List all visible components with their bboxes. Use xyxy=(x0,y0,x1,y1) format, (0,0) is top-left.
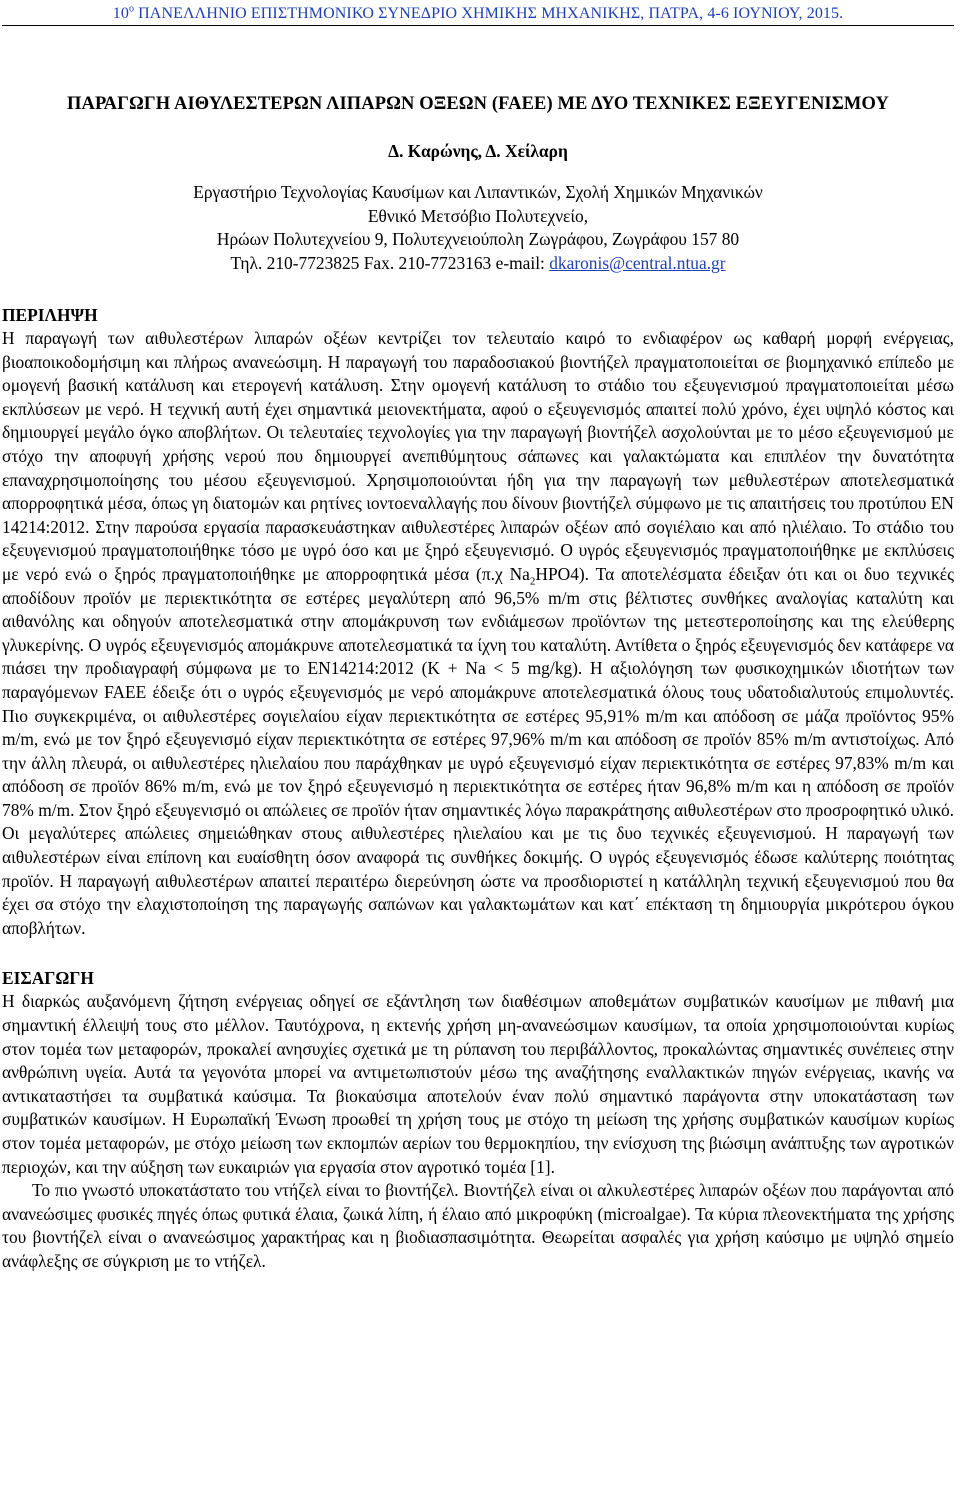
abstract-text-part2: HPO4). Τα αποτελέσματα έδειξαν ότι και οι δυο τεχνικές αποδίδουν προϊόν με περιεκτικότητα σε εστέρες μεγαλύτερη από 96,5% m/m στις βέλτιστες συνθήκες αναλογίας καταλύτη και αιθανόλης και οδηγούν αποτελεσματικά στην απομάκρυνση των ενδιάμεσων προϊόντων της μετεστεροποίησης και της ελεύθερης γλυκερίνης. Ο υγρός εξευγενισμός απομάκρυνε αποτελεσματικά τα ίχνη του καταλύτη. Αντίθετα ο ξηρός εξευγενισμός δεν κατάφερε να πιάσει την προδιαγραφή σύμφωνα με το EN14214:2012 (K + Na < 5 mg/kg). Η αξιολόγηση των φυσικοχημικών ιδιοτήτων των παραγόμενων FAEE έδειξε ότι ο υγρός εξευγενισμός με νερό απομάκρυνε αποτελεσματικά όλους τους υδατοδιαλυτούς επιμολυντές. Πιο συγκεκριμένα, οι αιθυλεστέρες σογιελαίου είχαν περιεκτικότητα σε εστέρες 95,91% m/m και απόδοση σε μάζα προϊόντος 95% m/m, ενώ με τον ξηρό εξευγενισμό είχαν περιεκτικότητα σε εστέρες 97,96% m/m και απόδοση σε προϊόν 85% m/m αντιστοίχως. Από την άλλη πλευρά, οι αιθυλεστέρες ηλιελαίου που παράχθηκαν με υγρό εξευγενισμό είχαν περιεκτικότητα σε εστέρες 97,83% m/m και απόδοση σε προϊόν 86% m/m, ενώ με τον ξηρό εξευγενισμό η περιεκτικότητα σε εστέρες ήταν 96,8% m/m και η απόδοση σε προϊόν 78% m/m. Στον ξηρό εξευγενισμό οι απώλειες σε προϊόν ήταν σημαντικές λόγω παρακράτησης αιθυλεστέρων στο προσροφητικό υλικό. Οι μεγαλύτερες απώλειες σημειώθηκαν στους αιθυλεστέρες ηλιελαίου και με τις δυο τεχνικές εξευγενισμού. Η παραγωγή των αιθυλεστέρων είναι επίπονη και ευαίσθητη όσον αναφορά τις συνθήκες δοκιμής. Ο υγρός εξευγενισμός έδωσε καλύτερης ποιότητας προϊόν. Η παραγωγή αιθυλεστέρων απαιτεί περαιτέρω διερεύνηση ώστε να προσδιοριστεί η κατάλληλη τεχνική εξευγενισμού που θα έχει σα στόχο την ελαχιστοποίηση της παραγωγής σαπώνων και γαλακτωμάτων και κατ΄ επέκταση τη δημιουργία μικρότερου όγκου αποβλήτων. xyxy=(2,563,954,938)
abstract-body xyxy=(2,327,954,940)
header-ordinal: ο xyxy=(128,3,135,15)
introduction-paragraph-1: Η διαρκώς αυξανόμενη ζήτηση ενέργειας οδηγεί σε εξάντληση των διαθέσιμων αποθεμάτων συμβατικών καυσίμων με πιθανή μια σημαντική έλλειψή τους στο μέλλον. Ταυτόχρονα, η εκτενής χρήση μη-ανανεώσιμων καυσίμων, τα οποία χρησιμοποιούνται κυρίως στον τομέα των μεταφορών, προκαλεί ανησυχίες σχετικά με τη ρύπανση του περιβάλλοντος, προκαλώντας σημαντικές συνέπειες στην ανθρώπινη υγεία. Αυτά τα γεγονότα μπορεί να αντιμετωπιστούν μέσω της αναζήτησης εναλλακτικών πηγών ενέργειας, ικανής να αντικαταστήσει τα συμβατικά καύσιμα. Τα βιοκαύσιμα αποτελούν έναν πολύ σημαντικό παράγοντα στην υποκατάσταση των συμβατικών καυσίμων. Η Ευρωπαϊκή Ένωση προωθεί τη χρήση τους με στόχο τη μείωση της χρήσης συμβατικών καυσίμων κυρίως στον τομέα μεταφορών, με στόχο μείωση των εκπομπών αερίων του θερμοκηπίου, την ενίσχυση της βιώσιμη ανάπτυξης των αγροτικών περιοχών, και την αύξηση των ευκαιριών για εργασία στον αγροτικό τομέα [1]. xyxy=(2,991,954,1177)
contact-line xyxy=(2,252,954,276)
header-text: ΠΑΝΕΛΛΗΝΙΟ ΕΠΙΣΤΗΜΟΝΙΚΟ ΣΥΝΕΔΡΙΟ ΧΗΜΙΚΗΣ ΜΗΧΑΝΙΚΗΣ, ΠΑΤΡΑ, 4-6 ΙΟΥΝΙΟΥ, 2015. xyxy=(134,5,844,22)
introduction-paragraph-2: Το πιο γνωστό υποκατάστατο του ντήζελ είναι το βιοντήζελ. Βιοντήζελ είναι οι αλκυλεστέρες λιπαρών οξέων που παράγονται από ανανεώσιμες φυσικές πηγές όπως φυτικά έλαια, ζωικά λίπη, ή έλαιο από μικροφύκη (microalgae). Τα κύρια πλεονεκτήματα της χρήσης του βιοντήζελ είναι ο ανανεώσιμος χαρακτήρας και η βιοδιασπασιμότητα. Θεωρείται ασφαλές για χρήση καύσιμο με υψηλό σημείο ανάφλεξης σε σύγκριση με το ντήζελ. xyxy=(2,1180,954,1271)
introduction-heading: ΕΙΣΑΓΩΓΗ xyxy=(2,968,94,989)
affiliation-line: Εθνικό Μετσόβιο Πολυτεχνείο, xyxy=(367,205,589,226)
header-number: 10 xyxy=(112,5,129,22)
email-link[interactable]: dkaronis@central.ntua.gr xyxy=(549,252,726,273)
subscript: 2 xyxy=(529,575,536,588)
paper-authors: Δ. Καρώνης, Δ. Χείλαρη xyxy=(388,141,568,161)
affiliation-block xyxy=(2,181,954,275)
affiliation-line: Εργαστήριο Τεχνολογίας Καυσίμων και Λιπαντικών, Σχολή Χημικών Μηχανικών xyxy=(193,182,763,202)
conference-header xyxy=(2,0,954,24)
affiliation-line: Ηρώων Πολυτεχνείου 9, Πολυτεχνειούπολη Ζωγράφου, Ζωγράφου 157 80 xyxy=(216,229,740,249)
abstract-text-part1: Η παραγωγή των αιθυλεστέρων λιπαρών οξέων κεντρίζει τον τελευταίο καιρό το ενδιαφέρον ως καθαρή μορφή ενέργειας, βιοαποικοδομήσιμη και πλήρως ανανεώσιμη. Η παραγωγή του παραδοσιακού βιοντήζελ πραγματοποιείται σε βιομηχανικό επίπεδο με ομογενή βασική κατάλυση και ετερογενή κατάλυση. Στην ομογενή κατάλυση το στάδιο του εξευγενισμού πραγματοποιείται μέσω εκπλύσεων με νερό. Η τεχνική αυτή έχει σημαντικά μειονεκτήματα, αφού ο εξευγενισμός απαιτεί πολύ χρόνο, έχει υψηλό κόστος και δημιουργεί μεγάλο όγκο αποβλήτων. Οι τελευταίες τεχνολογίες για την παραγωγή βιοντήζελ ασχολούνται με το μέσο εξευγενισμού με στόχο την αποφυγή χρήσης νερού που δημιουργεί ανεπιθύμητους σάπωνες και γαλακτώματα και επιπλέον την δυνατότητα επαναχρησιμοποίησης του μέσου εξευγενισμού. Χρησιμοποιούνται ήδη για την παραγωγή των μεθυλεστέρων αποτελεσματικά απορροφητικά μέσα, όπως γη διατομών και ρητίνες ιοντοεναλλαγής που δίνουν βιοντήζελ σύμφωνο με τις απαιτήσεις του προτύπου EN 14214:2012. Στην παρούσα εργασία παρασκευάστηκαν αιθυλεστέρες λιπαρών οξέων από σογιέλαιο και από ηλιέλαιο. Το στάδιο του εξευγενισμού πραγματοποιήθηκε τόσο με υγρό όσο και με ξηρό εξευγενισμό. Ο υγρός εξευγενισμός πραγματοποιήθηκε με εκπλύσεις με νερό ενώ ο ξηρός πραγματοποιήθηκε με απορροφητικά μέσα (π.χ Na xyxy=(2,328,954,584)
header-divider xyxy=(2,25,954,26)
paper-title: ΠΑΡΑΓΩΓΗ ΑΙΘΥΛΕΣΤΕΡΩΝ ΛΙΠΑΡΩΝ ΟΞΕΩΝ (FAEE) ΜΕ ΔΥΟ ΤΕΧΝΙΚΕΣ ΕΞΕΥΓΕΝΙΣΜΟΥ xyxy=(67,94,889,114)
abstract-heading: ΠΕΡΙΛΗΨΗ xyxy=(2,305,98,325)
contact-text: Τηλ. 210-7723825 Fax. 210-7723163 e-mail: xyxy=(230,252,550,273)
